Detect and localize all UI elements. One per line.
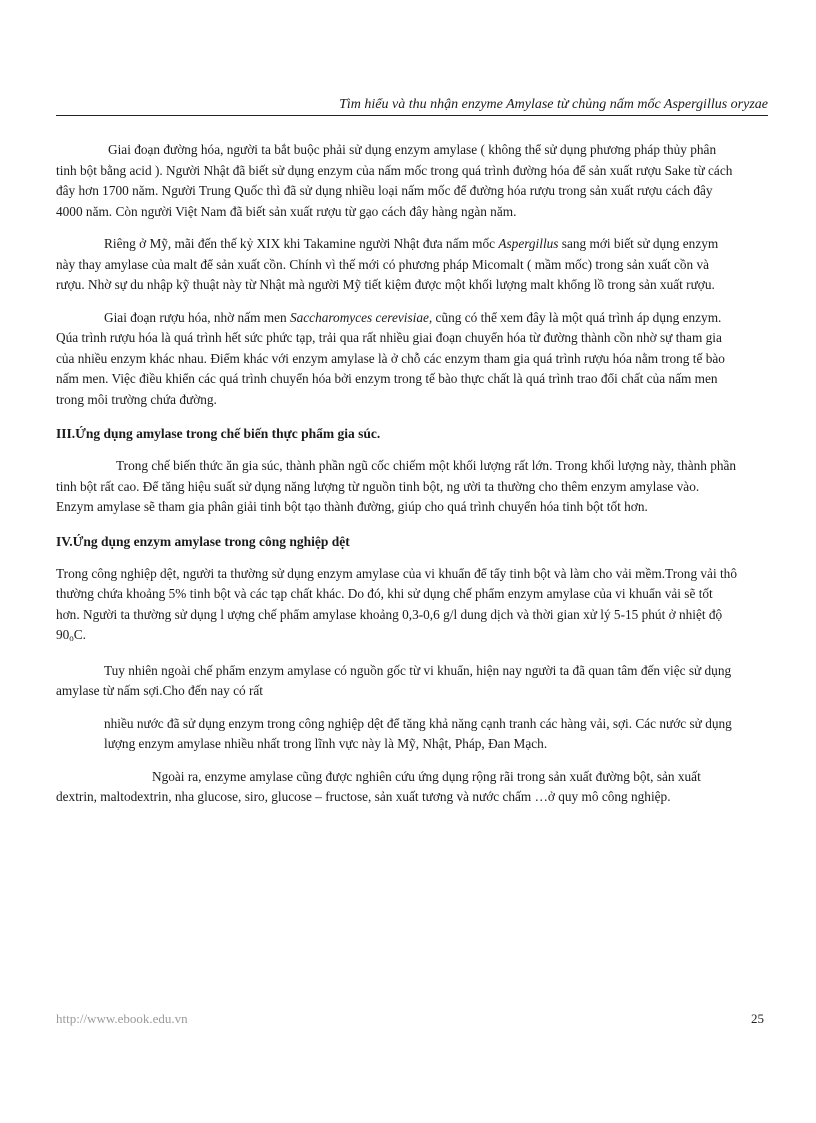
text-run: C. [73,627,86,642]
text-run: cũng có thể xem đây là một quá trình áp dụng enzym. Qúa trình rượu hóa là quá trình hết sức phức tạp, trải qua rất nhiều giai đoạn chuyển hóa từ đường thành cồn nhờ sự tham gia của nhiều enzym khác nhau. Điểm khác với enzym amylase là ở chỗ các enzym tham gia quá trình rượu hóa nằm trong tế bào nấm men. Việc điều khiển các quá trình chuyển hóa bởi enzym trong tế bào thực chất là quá trình trao đổi chất của nấm men trong môi trường chứa đường. [56,309,725,407]
section-heading-iv: IV.Ứng dụng enzym amylase trong công nghiệp dệt [56,533,350,549]
text-run: sang mới biết sử dụng enzym này thay amylase của malt để sản xuất cồn. Chính vì thế mới có phương pháp Micomalt ( mầm mốc) trong sản xuất cồn và rượu. Nhờ sự du nhập kỹ thuật này từ Nhật mà người Mỹ tiết kiệm được một khối lượng malt khổng lồ trong sản xuất rượu. [56,236,719,292]
italic-term-aspergillus: Aspergillus [498,236,559,251]
text-run: Giai đoạn rượu hóa, nhờ nấm men [104,309,290,325]
paragraph-animal-feed: Trong chế biến thức ăn gia súc, thành phần ngũ cốc chiếm một khối lượng rất lớn. Trong khối lượng này, thành phần tinh bột rất cao. Để tăng hiệu suất sử dụng năng lượng từ nguồn tinh bột, ng ười ta thường cho thêm enzym amylase vào. Enzym amylase sẽ tham gia phân giải tinh bột tạo thành đường, giúp cho quá trình chuyển hóa tinh bột tốt hơn. [56,458,737,514]
paragraph-usa-history [56,234,738,296]
section-heading-iii: III.Ứng dụng amylase trong chế biến thực phẩm gia súc. [56,426,381,441]
italic-term-saccharomyces: Saccharomyces cerevisiae, [289,309,433,325]
paragraph-textile [56,564,738,649]
paragraph-fungal-amylase: Tuy nhiên ngoài chế phẩm enzym amylase có nguồn gốc từ vi khuẩn, hiện nay người ta đã quan tâm đến việc sử dụng amylase từ nấm sợi.Cho đến nay có rất [56,662,732,698]
text-run: Trong công nghiệp dệt, người ta thường sử dụng enzym amylase của vi khuẩn để tẩy tinh bột và làm cho vải mềm.Trong vải thô thường chứa khoảng 5% tinh bột và các tạp chất khác. Do đó, khi sử dụng chế phẩm enzym amylase của vi khuẩn vải sẽ tốt hơn. Người ta thường sử dụng l ượng chế phẩm amylase khoảng 0,3-0,6 g/l dung dịch và thời gian xử lý 5-15 phút ở nhiệt độ 90 [56,565,737,642]
document-body [56,140,738,820]
paragraph-alcohol-fermentation [56,308,738,411]
page-number: 25 [751,1011,764,1026]
subscript-o: o [69,633,74,643]
paragraph-countries: nhiều nước đã sử dụng enzym trong công nghiệp dệt để tăng khả năng cạnh tranh các hàng vải, sợi. Các nước sử dụng lượng enzym amylase nhiều nhất trong lĩnh vực này là Mỹ, Nhật, Pháp, Đan Mạch. [104,715,732,751]
text-run: Riêng ở Mỹ, mãi đến thế kỷ XIX khi Takamine người Nhật đưa nấm mốc [104,236,499,251]
footer-url-link[interactable]: http://www.ebook.edu.vn [56,1011,188,1026]
paragraph-other-uses: Ngoài ra, enzyme amylase cũng được nghiên cứu ứng dụng rộng rãi trong sản xuất đường bột, sản xuất dextrin, maltodextrin, nha glucose, siro, glucose – fructose, sản xuất tương và nước chấm …ở quy mô công nghiệp. [56,768,701,804]
running-header: Tìm hiểu và thu nhận enzyme Amylase từ chủng nấm mốc Aspergillus oryzae [339,97,768,112]
paragraph-saccharification: Giai đoạn đường hóa, người ta bắt buộc phải sử dụng enzym amylase ( không thể sử dụng phương pháp thủy phân tinh bột bằng acid ). Người Nhật đã biết sử dụng enzym của nấm mốc trong quá trình đường hóa để sản xuất rượu Sake từ cách đây hơn 1700 năm. Người Trung Quốc thì đã sử dụng nhiều loại nấm mốc để đường hóa rượu trong sản xuất rượu cách đây 4000 năm. Còn người Việt Nam đã biết sản xuất rượu từ gạo cách đây hàng ngàn năm. [56,142,733,219]
header-rule [56,115,768,116]
